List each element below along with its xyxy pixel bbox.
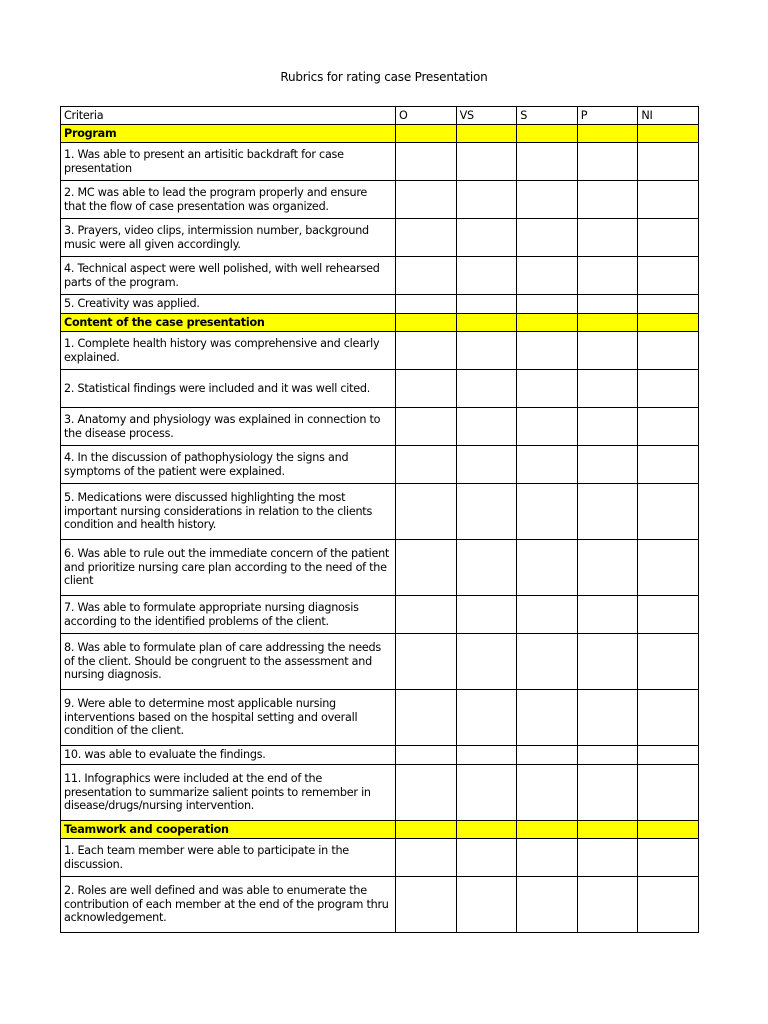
criteria-text: 11. Infographics were included at the end of the presentation to summarize salient points to remember in disease/drugs/nursing intervention. <box>64 771 371 813</box>
rating-cell-ni[interactable] <box>638 484 699 540</box>
rubric-table <box>60 106 699 933</box>
criteria-cell <box>61 219 396 257</box>
column-header-o: O <box>396 107 457 125</box>
rating-cell-s[interactable] <box>517 540 578 596</box>
section-rating-cell <box>577 314 638 332</box>
rating-cell-o[interactable] <box>396 746 457 765</box>
criteria-text: 8. Was able to formulate plan of care addressing the needs of the client. Should be congruent to the assessment and nursing diagnosis. <box>64 640 381 682</box>
document-title: Rubrics for rating case Presentation <box>280 70 488 84</box>
section-rating-cell <box>517 821 578 839</box>
rating-cell-vs[interactable] <box>456 839 517 877</box>
criteria-cell <box>61 370 396 408</box>
rating-cell-p[interactable] <box>577 877 638 933</box>
criteria-row <box>61 332 699 370</box>
rating-cell-ni[interactable] <box>638 219 699 257</box>
criteria-text: 2. Roles are well defined and was able to enumerate the contribution of each member at the end of the program thru acknowledgement. <box>64 883 389 925</box>
section-rating-cell <box>638 821 699 839</box>
criteria-row <box>61 690 699 746</box>
rating-cell-p[interactable] <box>577 257 638 295</box>
criteria-row <box>61 295 699 314</box>
rating-cell-vs[interactable] <box>456 596 517 634</box>
criteria-text: 7. Was able to formulate appropriate nursing diagnosis according to the identified problems of the client. <box>64 600 359 628</box>
criteria-text: 1. Complete health history was comprehensive and clearly explained. <box>64 336 380 364</box>
criteria-cell <box>61 540 396 596</box>
criteria-text: 1. Each team member were able to participate in the discussion. <box>64 843 349 871</box>
rating-cell-p[interactable] <box>577 690 638 746</box>
criteria-text: 6. Was able to rule out the immediate concern of the patient and prioritize nursing care plan according to the need of the client <box>64 546 390 588</box>
criteria-cell <box>61 484 396 540</box>
criteria-row <box>61 370 699 408</box>
column-header-vs: VS <box>456 107 517 125</box>
rating-cell-s[interactable] <box>517 765 578 821</box>
rating-cell-ni[interactable] <box>638 295 699 314</box>
criteria-cell <box>61 746 396 765</box>
rating-cell-ni[interactable] <box>638 370 699 408</box>
criteria-text: 4. In the discussion of pathophysiology the signs and symptoms of the patient were explained. <box>64 450 349 478</box>
rating-cell-p[interactable] <box>577 765 638 821</box>
criteria-text: 3. Anatomy and physiology was explained in connection to the disease process. <box>64 412 381 440</box>
section-label: Content of the case presentation <box>61 314 396 332</box>
rating-cell-vs[interactable] <box>456 690 517 746</box>
criteria-text: 5. Medications were discussed highlighting the most important nursing considerations in relation to the clients condition and health history. <box>64 490 373 532</box>
rating-cell-p[interactable] <box>577 746 638 765</box>
rating-cell-ni[interactable] <box>638 839 699 877</box>
column-header-s: S <box>517 107 578 125</box>
section-rating-cell <box>396 821 457 839</box>
rating-cell-o[interactable] <box>396 257 457 295</box>
criteria-text: 2. Statistical findings were included and it was well cited. <box>64 381 371 395</box>
rating-cell-o[interactable] <box>396 596 457 634</box>
rating-cell-s[interactable] <box>517 634 578 690</box>
rating-cell-o[interactable] <box>396 540 457 596</box>
rating-cell-s[interactable] <box>517 839 578 877</box>
rating-cell-s[interactable] <box>517 596 578 634</box>
criteria-cell <box>61 181 396 219</box>
rating-cell-p[interactable] <box>577 540 638 596</box>
header-row <box>61 107 699 125</box>
rating-cell-p[interactable] <box>577 181 638 219</box>
criteria-cell <box>61 839 396 877</box>
rating-cell-o[interactable] <box>396 877 457 933</box>
criteria-text: 4. Technical aspect were well polished, with well rehearsed parts of the program. <box>64 261 380 289</box>
criteria-text: 3. Prayers, video clips, intermission number, background music were all given accordingly. <box>64 223 369 251</box>
rating-cell-o[interactable] <box>396 690 457 746</box>
criteria-cell <box>61 408 396 446</box>
criteria-cell <box>61 295 396 314</box>
section-row <box>61 125 699 143</box>
section-row <box>61 821 699 839</box>
rating-cell-ni[interactable] <box>638 332 699 370</box>
rating-cell-vs[interactable] <box>456 446 517 484</box>
rating-cell-vs[interactable] <box>456 765 517 821</box>
rating-cell-vs[interactable] <box>456 408 517 446</box>
rating-cell-ni[interactable] <box>638 596 699 634</box>
criteria-row <box>61 746 699 765</box>
rating-cell-s[interactable] <box>517 746 578 765</box>
rating-cell-p[interactable] <box>577 634 638 690</box>
criteria-row <box>61 765 699 821</box>
rating-cell-o[interactable] <box>396 181 457 219</box>
rating-cell-ni[interactable] <box>638 181 699 219</box>
rating-cell-vs[interactable] <box>456 295 517 314</box>
criteria-cell <box>61 596 396 634</box>
rating-cell-p[interactable] <box>577 219 638 257</box>
rating-cell-ni[interactable] <box>638 746 699 765</box>
rating-cell-p[interactable] <box>577 143 638 181</box>
rating-cell-ni[interactable] <box>638 540 699 596</box>
rating-cell-o[interactable] <box>396 219 457 257</box>
criteria-cell <box>61 877 396 933</box>
section-rating-cell <box>517 125 578 143</box>
section-label: Program <box>61 125 396 143</box>
section-rating-cell <box>638 125 699 143</box>
rating-cell-p[interactable] <box>577 446 638 484</box>
criteria-text: 10. was able to evaluate the findings. <box>64 748 266 762</box>
rating-cell-s[interactable] <box>517 181 578 219</box>
rating-cell-s[interactable] <box>517 143 578 181</box>
rating-cell-vs[interactable] <box>456 332 517 370</box>
rating-cell-o[interactable] <box>396 370 457 408</box>
rating-cell-ni[interactable] <box>638 446 699 484</box>
rating-cell-vs[interactable] <box>456 181 517 219</box>
rating-cell-vs[interactable] <box>456 634 517 690</box>
rating-cell-ni[interactable] <box>638 690 699 746</box>
criteria-cell <box>61 765 396 821</box>
rating-cell-p[interactable] <box>577 332 638 370</box>
criteria-text: 1. Was able to present an artisitic backdraft for case presentation <box>64 147 344 175</box>
section-label: Teamwork and cooperation <box>61 821 396 839</box>
rating-cell-vs[interactable] <box>456 746 517 765</box>
rating-cell-p[interactable] <box>577 370 638 408</box>
rating-cell-p[interactable] <box>577 295 638 314</box>
rating-cell-o[interactable] <box>396 446 457 484</box>
rating-cell-vs[interactable] <box>456 540 517 596</box>
section-rating-cell <box>577 125 638 143</box>
criteria-cell <box>61 143 396 181</box>
rating-cell-o[interactable] <box>396 332 457 370</box>
rating-cell-s[interactable] <box>517 690 578 746</box>
column-header-criteria: Criteria <box>61 107 396 125</box>
criteria-row <box>61 877 699 933</box>
rating-cell-o[interactable] <box>396 295 457 314</box>
section-rating-cell <box>456 314 517 332</box>
rating-cell-p[interactable] <box>577 408 638 446</box>
section-rating-cell <box>456 821 517 839</box>
rating-cell-vs[interactable] <box>456 257 517 295</box>
section-rating-cell <box>638 314 699 332</box>
rating-cell-s[interactable] <box>517 877 578 933</box>
section-rating-cell <box>456 125 517 143</box>
criteria-cell <box>61 257 396 295</box>
criteria-row <box>61 540 699 596</box>
section-rating-cell <box>517 314 578 332</box>
rating-cell-p[interactable] <box>577 484 638 540</box>
criteria-row <box>61 634 699 690</box>
rating-cell-o[interactable] <box>396 143 457 181</box>
criteria-row <box>61 219 699 257</box>
rating-cell-ni[interactable] <box>638 765 699 821</box>
rating-cell-s[interactable] <box>517 408 578 446</box>
column-header-ni: NI <box>638 107 699 125</box>
rating-cell-s[interactable] <box>517 332 578 370</box>
criteria-row <box>61 143 699 181</box>
rating-cell-s[interactable] <box>517 295 578 314</box>
rating-cell-s[interactable] <box>517 219 578 257</box>
rating-cell-s[interactable] <box>517 484 578 540</box>
criteria-cell <box>61 332 396 370</box>
section-rating-cell <box>577 821 638 839</box>
rating-cell-ni[interactable] <box>638 408 699 446</box>
section-row <box>61 314 699 332</box>
criteria-text: 9. Were able to determine most applicable nursing interventions based on the hospital setting and overall condition of the client. <box>64 696 358 738</box>
criteria-row <box>61 484 699 540</box>
section-rating-cell <box>396 314 457 332</box>
rating-cell-ni[interactable] <box>638 257 699 295</box>
rating-cell-s[interactable] <box>517 446 578 484</box>
rating-cell-o[interactable] <box>396 484 457 540</box>
criteria-row <box>61 446 699 484</box>
rating-cell-vs[interactable] <box>456 877 517 933</box>
column-header-p: P <box>577 107 638 125</box>
criteria-row <box>61 408 699 446</box>
rating-cell-o[interactable] <box>396 634 457 690</box>
rating-cell-vs[interactable] <box>456 219 517 257</box>
criteria-row <box>61 596 699 634</box>
rating-cell-p[interactable] <box>577 839 638 877</box>
rating-cell-ni[interactable] <box>638 634 699 690</box>
rating-cell-o[interactable] <box>396 408 457 446</box>
criteria-text: 5. Creativity was applied. <box>64 297 200 311</box>
criteria-row <box>61 839 699 877</box>
rating-cell-vs[interactable] <box>456 143 517 181</box>
section-rating-cell <box>396 125 457 143</box>
rating-cell-p[interactable] <box>577 596 638 634</box>
criteria-text: 2. MC was able to lead the program properly and ensure that the flow of case presentation was organized. <box>64 185 368 213</box>
criteria-cell <box>61 634 396 690</box>
rating-cell-vs[interactable] <box>456 370 517 408</box>
rating-cell-ni[interactable] <box>638 143 699 181</box>
criteria-row <box>61 181 699 219</box>
rating-cell-o[interactable] <box>396 765 457 821</box>
rating-cell-s[interactable] <box>517 370 578 408</box>
criteria-row <box>61 257 699 295</box>
rating-cell-ni[interactable] <box>638 877 699 933</box>
rating-cell-o[interactable] <box>396 839 457 877</box>
criteria-cell <box>61 690 396 746</box>
rating-cell-s[interactable] <box>517 257 578 295</box>
criteria-cell <box>61 446 396 484</box>
rating-cell-vs[interactable] <box>456 484 517 540</box>
